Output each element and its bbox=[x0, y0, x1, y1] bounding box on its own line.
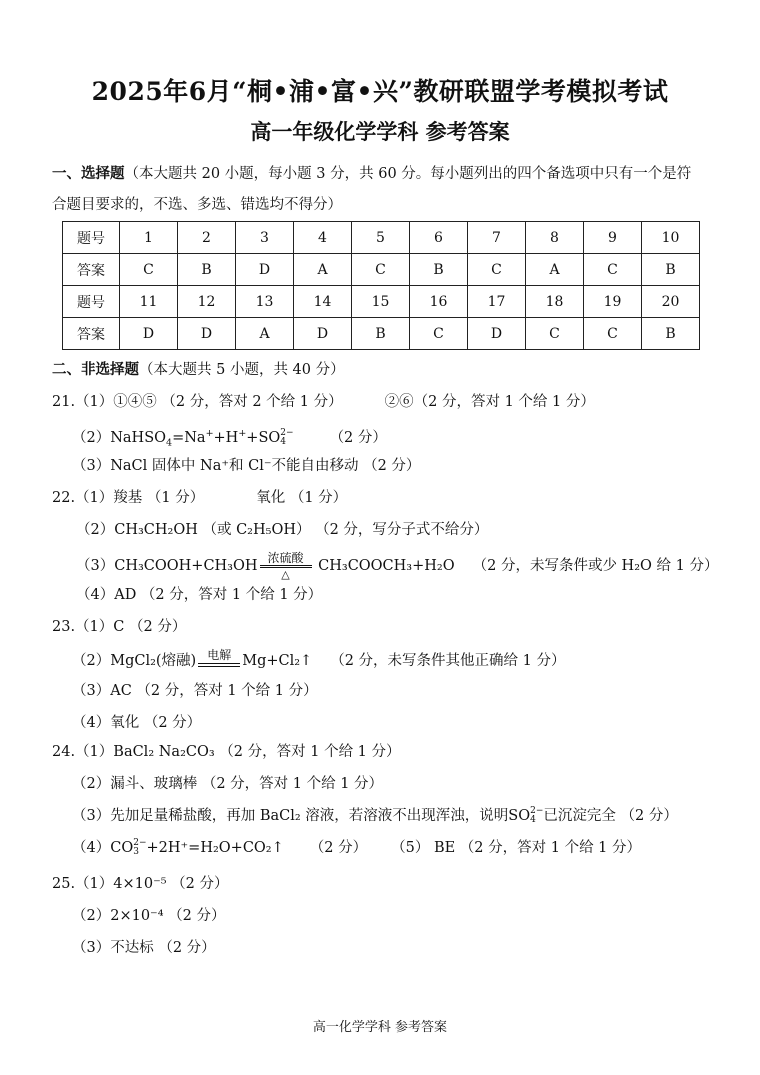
q22-3-score: （2 分，未写条件或少 H₂O 给 1 分） bbox=[472, 558, 719, 574]
q21-2-c: +H bbox=[213, 429, 239, 446]
q22-1 bbox=[52, 488, 347, 508]
table-cell: 7 bbox=[468, 222, 526, 254]
table-row-header: 题号 bbox=[63, 286, 120, 318]
q24-4-a: （4）CO bbox=[72, 840, 134, 856]
q21-2-a: （2）NaHSO bbox=[72, 429, 167, 446]
table-cell: A bbox=[526, 254, 584, 286]
q23-3: （3）AC （2 分，答对 1 个给 1 分） bbox=[72, 683, 318, 699]
table-cell: D bbox=[294, 318, 352, 350]
q22-2: （2）CH₃CH₂OH （或 C₂H₅OH） （2 分，写分子式不给分） bbox=[76, 522, 489, 538]
answer-table bbox=[62, 221, 700, 350]
q23-2-cond: 电解 bbox=[207, 648, 232, 662]
q24-3-a: （3）先加足量稀盐酸，再加 BaCl₂ 溶液，若溶液不出现浑浊，说明SO bbox=[72, 808, 531, 824]
table-cell: B bbox=[642, 318, 700, 350]
q23-2-b: Mg+Cl₂↑ bbox=[242, 653, 313, 669]
table-cell: 5 bbox=[352, 222, 410, 254]
table-cell: 18 bbox=[526, 286, 584, 318]
q24-4: （4）CO 2− 3 +2H⁺=H₂O+CO₂↑ （2 分） （5） BE （2 分，答对 1 个给 1 分） bbox=[72, 838, 642, 857]
page-subtitle: 高一年级化学学科 参考答案 bbox=[250, 119, 510, 144]
table-cell: 16 bbox=[410, 286, 468, 318]
q25-2: （2）2×10⁻⁴ （2 分） bbox=[72, 908, 226, 924]
q24-3-b: 已沉淀完全 （2 分） bbox=[543, 808, 678, 824]
q21-2-b: =Na bbox=[172, 429, 206, 446]
section1-desc: （本大题共 20 小题，每小题 3 分，共 60 分。每小题列出的四个备选项中只有一个是符 bbox=[124, 166, 692, 182]
q21-2-d: +SO bbox=[246, 429, 281, 446]
table-cell: B bbox=[352, 318, 410, 350]
table-row bbox=[63, 254, 700, 286]
q23-2-a: （2）MgCl₂(熔融) bbox=[72, 653, 197, 669]
table-row-header: 题号 bbox=[63, 222, 120, 254]
q21-2-score: （2 分） bbox=[329, 429, 387, 446]
table-cell: D bbox=[468, 318, 526, 350]
q22-3-cond-bot: △ bbox=[281, 568, 290, 581]
q22-3-b: CH₃COOCH₃+H₂O bbox=[318, 558, 455, 574]
table-cell: 13 bbox=[236, 286, 294, 318]
q23-4: （4）氧化 （2 分） bbox=[72, 715, 202, 731]
table-cell: C bbox=[584, 254, 642, 286]
q24-4-b: +2H⁺=H₂O+CO₂↑ bbox=[146, 840, 284, 856]
q22-3-a: （3）CH₃COOH+CH₃OH bbox=[76, 558, 258, 574]
q23-1: 23.（1）C （2 分） bbox=[52, 619, 187, 635]
table-cell: 1 bbox=[120, 222, 178, 254]
electrolysis-sign bbox=[196, 649, 242, 673]
table-cell: 10 bbox=[642, 222, 700, 254]
section1-desc-2: 合题目要求的，不选、多选、错选均不得分） bbox=[52, 197, 342, 213]
table-row bbox=[63, 286, 700, 318]
reversible-arrow bbox=[258, 552, 314, 580]
q24-2: （2）漏斗、玻璃棒 （2 分，答对 1 个给 1 分） bbox=[72, 776, 384, 792]
table-cell: B bbox=[410, 254, 468, 286]
table-cell: 8 bbox=[526, 222, 584, 254]
q22-1-b: 氧化 （1 分） bbox=[256, 490, 348, 506]
q21-1-text-b: ②⑥（2 分，答对 1 个给 1 分） bbox=[384, 394, 595, 410]
section1-heading: 一、选择题 bbox=[52, 165, 125, 182]
table-cell: 9 bbox=[584, 222, 642, 254]
table-cell: 11 bbox=[120, 286, 178, 318]
q24-3: （3）先加足量稀盐酸，再加 BaCl₂ 溶液，若溶液不出现浑浊，说明SO 2− 4 已沉淀完全 （2 分） bbox=[72, 806, 678, 825]
table-cell: 14 bbox=[294, 286, 352, 318]
table-cell: B bbox=[178, 254, 236, 286]
section1-intro bbox=[52, 164, 691, 184]
page-title: 2025年6月“桐•浦•富•兴”教研联盟学考模拟考试 bbox=[91, 77, 669, 106]
table-cell: 2 bbox=[178, 222, 236, 254]
q25-1: 25.（1）4×10⁻⁵ （2 分） bbox=[52, 876, 229, 892]
table-cell: C bbox=[468, 254, 526, 286]
page-footer: 高一化学学科 参考答案 bbox=[312, 1020, 448, 1035]
table-row bbox=[63, 318, 700, 350]
q22-4: （4）AD （2 分，答对 1 个给 1 分） bbox=[76, 587, 323, 603]
table-cell: 4 bbox=[294, 222, 352, 254]
table-cell: 15 bbox=[352, 286, 410, 318]
table-cell: D bbox=[178, 318, 236, 350]
q24-5: （5） BE （2 分，答对 1 个给 1 分） bbox=[391, 840, 642, 856]
q24-1: 24.（1）BaCl₂ Na₂CO₃ （2 分，答对 1 个给 1 分） bbox=[52, 744, 401, 760]
q21-1-text: 21.（1）①④⑤ （2 分，答对 2 个给 1 分） bbox=[52, 394, 343, 410]
table-cell: 17 bbox=[468, 286, 526, 318]
q22-3-cond-top: 浓硫酸 bbox=[267, 551, 304, 565]
table-cell: C bbox=[120, 254, 178, 286]
table-cell: C bbox=[352, 254, 410, 286]
section2-desc: （本大题共 5 小题，共 40 分） bbox=[139, 362, 345, 378]
q24-4-score: （2 分） bbox=[309, 840, 368, 856]
table-cell: C bbox=[410, 318, 468, 350]
table-row-header: 答案 bbox=[63, 318, 120, 350]
section2-heading: 二、非选择题 bbox=[52, 361, 139, 378]
table-cell: B bbox=[642, 254, 700, 286]
q21-2: （2）NaHSO$_4$=Na++H++SO 2− 4 （2 分） bbox=[72, 427, 387, 449]
q22-1-a: 22.（1）羧基 （1 分） bbox=[52, 490, 205, 506]
table-cell: D bbox=[236, 254, 294, 286]
table-cell: C bbox=[526, 318, 584, 350]
table-row bbox=[63, 222, 700, 254]
q25-3: （3）不达标 （2 分） bbox=[72, 940, 216, 956]
q22-3 bbox=[76, 552, 718, 580]
q21-1 bbox=[52, 392, 595, 412]
section2-intro bbox=[52, 360, 345, 380]
table-cell: D bbox=[120, 318, 178, 350]
table-cell: A bbox=[236, 318, 294, 350]
table-cell: 20 bbox=[642, 286, 700, 318]
table-cell: 19 bbox=[584, 286, 642, 318]
table-cell: C bbox=[584, 318, 642, 350]
q23-2 bbox=[72, 649, 565, 673]
table-cell: 6 bbox=[410, 222, 468, 254]
table-row-header: 答案 bbox=[63, 254, 120, 286]
q23-2-score: （2 分，未写条件其他正确给 1 分） bbox=[330, 653, 566, 669]
q21-3: （3）NaCl 固体中 Na⁺和 Cl⁻不能自由移动 （2 分） bbox=[72, 458, 421, 474]
table-cell: 12 bbox=[178, 286, 236, 318]
table-cell: A bbox=[294, 254, 352, 286]
table-cell: 3 bbox=[236, 222, 294, 254]
